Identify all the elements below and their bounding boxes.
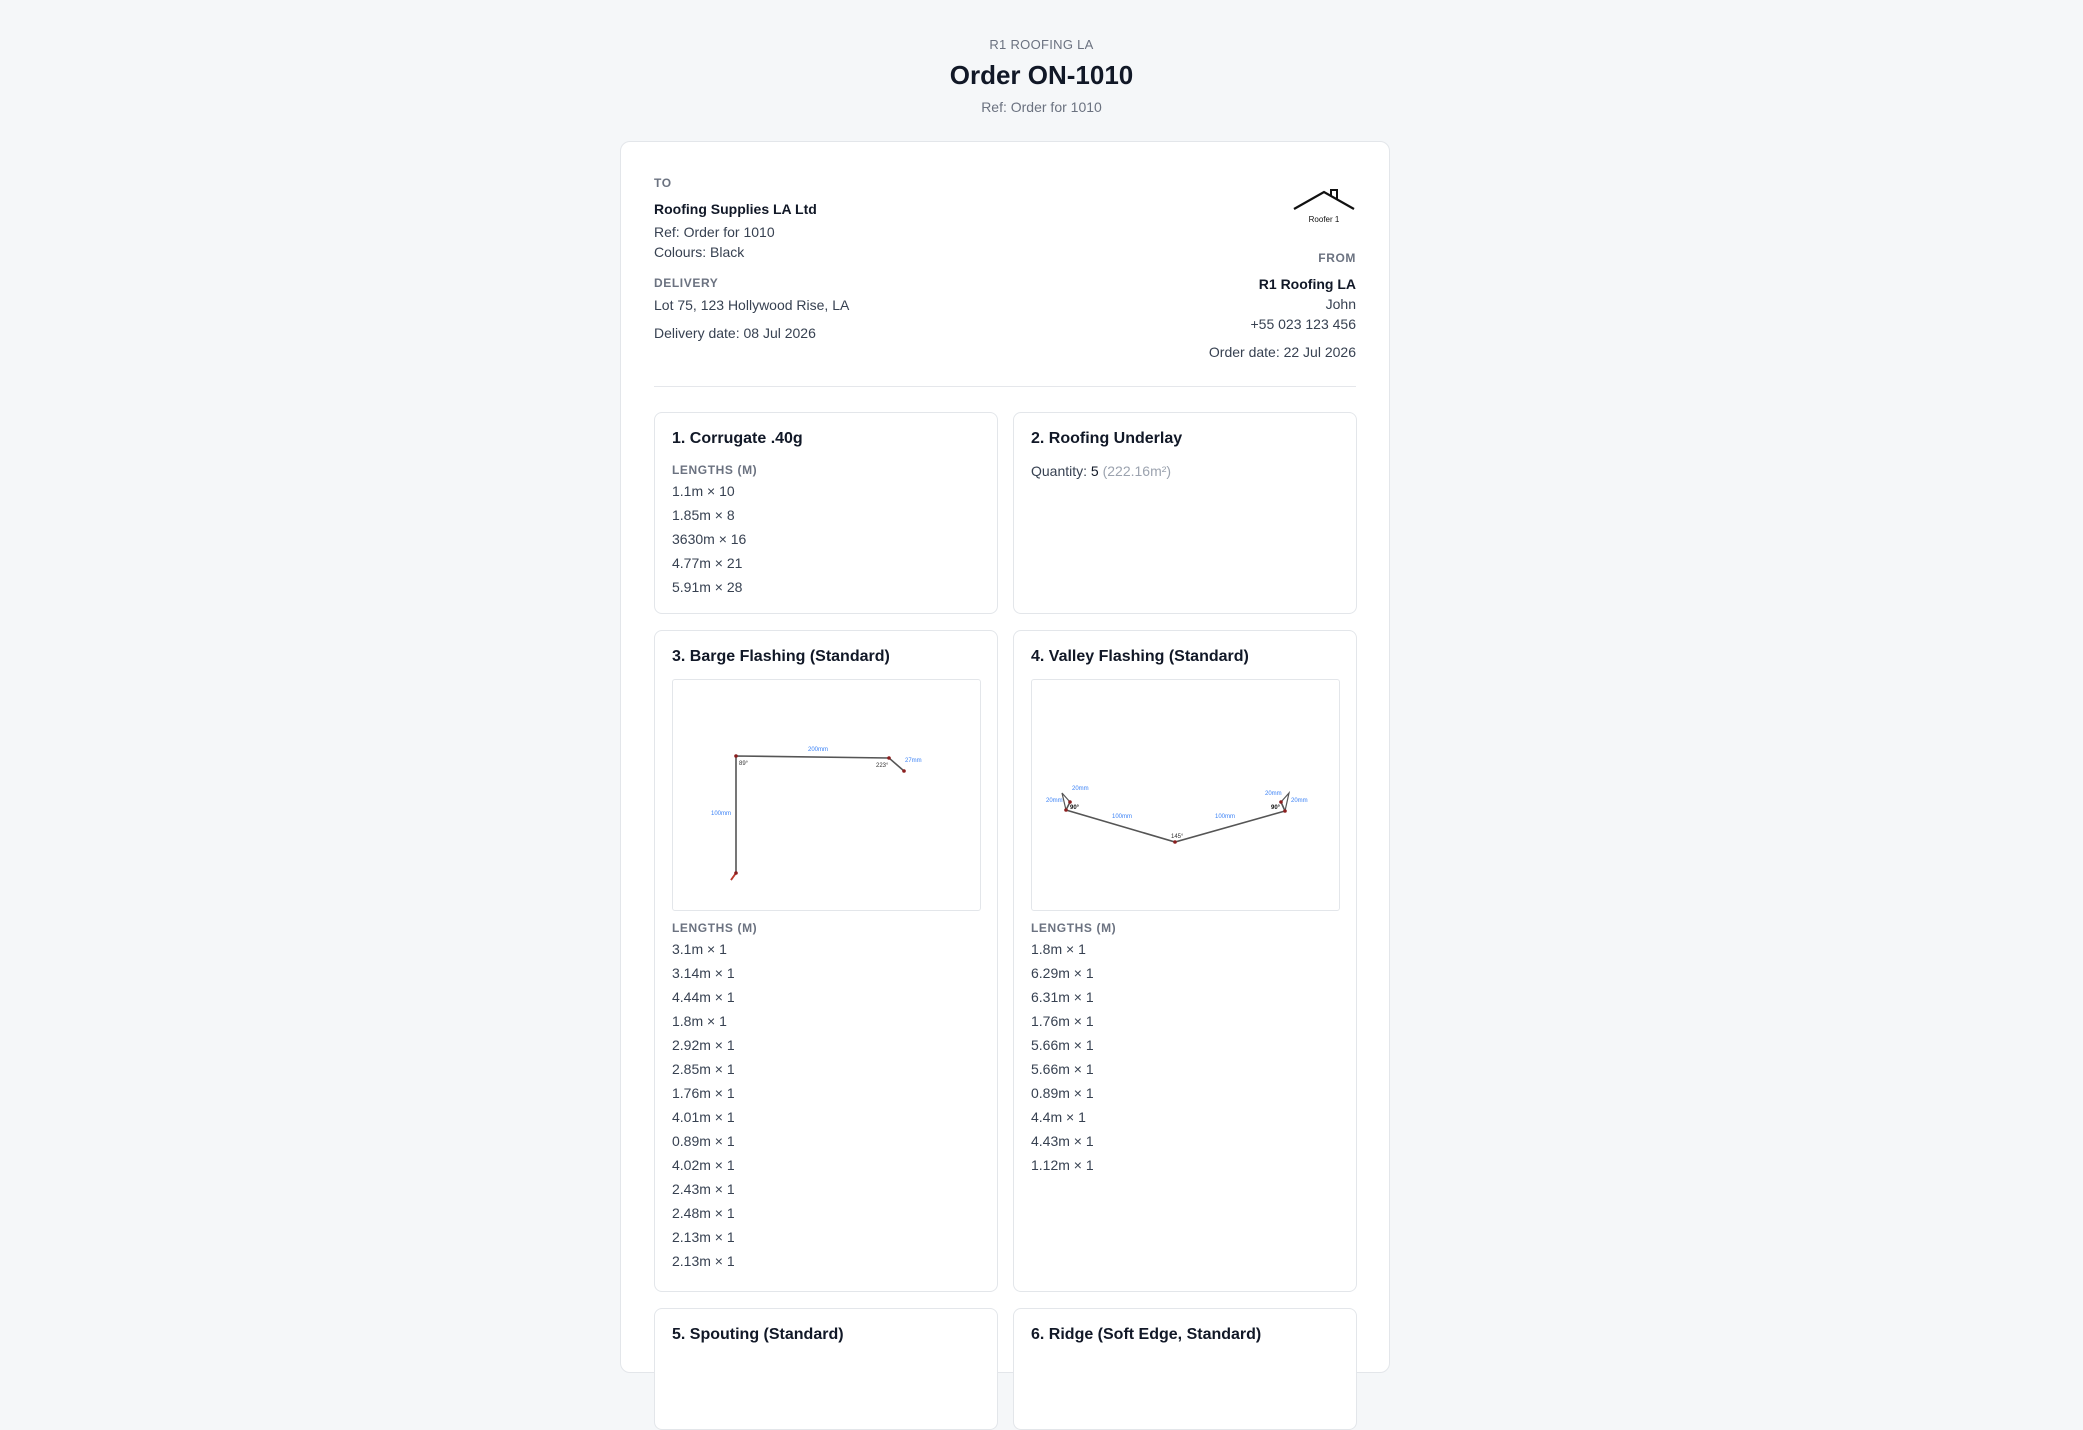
length-item: 3.1m × 1: [672, 941, 727, 957]
length-item: 2.43m × 1: [672, 1181, 735, 1197]
length-item: 5.91m × 28: [672, 579, 743, 595]
length-item: 4.02m × 1: [672, 1157, 735, 1173]
to-company: Roofing Supplies LA Ltd: [654, 201, 817, 217]
page-ref: Ref: Order for 1010: [981, 99, 1102, 115]
page-title: Order ON-1010: [949, 60, 1134, 90]
length-item: 5.66m × 1: [1031, 1061, 1094, 1077]
length-item: 4.44m × 1: [672, 989, 735, 1005]
item-card-spouting: [654, 1308, 998, 1430]
delivery-label: DELIVERY: [654, 276, 719, 290]
item-card-barge-flashing: [654, 630, 998, 1292]
quantity-area: (222.16m²): [1102, 463, 1172, 479]
svg-text:223°: 223°: [876, 763, 889, 769]
length-item: 1.76m × 1: [1031, 1013, 1094, 1029]
quantity-line: [1031, 463, 1171, 479]
roofer-logo: [1291, 187, 1357, 227]
item-title: 5. Spouting (Standard): [672, 1326, 844, 1343]
to-label: TO: [654, 176, 672, 190]
lengths-list: [1031, 937, 1094, 1177]
length-item: 1.12m × 1: [1031, 1157, 1094, 1173]
length-item: 4.43m × 1: [1031, 1133, 1094, 1149]
from-phone: +55 023 123 456: [1250, 316, 1356, 332]
svg-text:20mm: 20mm: [1291, 798, 1308, 804]
svg-text:100mm: 100mm: [1111, 814, 1133, 820]
item-title: 3. Barge Flashing (Standard): [672, 648, 890, 665]
length-item: 0.89m × 1: [1031, 1085, 1094, 1101]
order-date: Order date: 22 Jul 2026: [1208, 344, 1356, 360]
item-title: 4. Valley Flashing (Standard): [1031, 648, 1249, 665]
length-item: 6.29m × 1: [1031, 965, 1094, 981]
length-item: 2.85m × 1: [672, 1061, 735, 1077]
svg-text:200mm: 200mm: [807, 747, 829, 753]
length-item: 5.66m × 1: [1031, 1037, 1094, 1053]
svg-text:20mm: 20mm: [1072, 786, 1089, 792]
svg-text:Roofer 1: Roofer 1: [1308, 215, 1340, 224]
length-item: 2.92m × 1: [672, 1037, 735, 1053]
length-item: 4.4m × 1: [1031, 1109, 1086, 1125]
lengths-label: LENGTHS (M): [1031, 921, 1117, 935]
brand-name: R1 ROOFING LA: [989, 37, 1094, 52]
item-title: 1. Corrugate .40g: [672, 430, 803, 447]
section-divider: [654, 386, 1356, 387]
from-company: R1 Roofing LA: [1258, 276, 1356, 292]
length-item: 2.13m × 1: [672, 1253, 735, 1269]
delivery-address: Lot 75, 123 Hollywood Rise, LA: [654, 297, 850, 313]
to-ref: Ref: Order for 1010: [654, 224, 775, 240]
to-colours: Colours: Black: [654, 244, 745, 260]
length-item: 1.85m × 8: [672, 507, 735, 523]
svg-text:27mm: 27mm: [905, 758, 922, 764]
lengths-label: LENGTHS (M): [672, 463, 758, 477]
length-item: 1.8m × 1: [1031, 941, 1086, 957]
item-card-underlay: [1013, 412, 1357, 614]
item-title: 6. Ridge (Soft Edge, Standard): [1031, 1326, 1262, 1343]
lengths-list: [672, 479, 746, 599]
length-item: 6.31m × 1: [1031, 989, 1094, 1005]
item-card-valley-flashing: [1013, 630, 1357, 1292]
item-card-ridge: [1013, 1308, 1357, 1430]
item-title: 2. Roofing Underlay: [1031, 430, 1183, 447]
item-card-corrugate: [654, 412, 998, 614]
delivery-date: Delivery date: 08 Jul 2026: [654, 325, 816, 341]
svg-text:100mm: 100mm: [1214, 814, 1236, 820]
from-label: FROM: [1318, 251, 1356, 265]
lengths-label: LENGTHS (M): [672, 921, 758, 935]
length-item: 4.77m × 21: [672, 555, 743, 571]
length-item: 4.01m × 1: [672, 1109, 735, 1125]
length-item: 1.76m × 1: [672, 1085, 735, 1101]
length-item: 0.89m × 1: [672, 1133, 735, 1149]
barge-flashing-diagram: [672, 679, 981, 911]
lengths-list: [672, 937, 735, 1273]
valley-flashing-diagram: [1031, 679, 1340, 911]
svg-text:20mm: 20mm: [1046, 798, 1063, 804]
length-item: 3630m × 16: [672, 531, 747, 547]
svg-text:90°: 90°: [1070, 805, 1080, 811]
svg-text:100mm: 100mm: [710, 811, 732, 817]
length-item: 1.1m × 10: [672, 483, 735, 499]
quantity-value: 5: [1090, 463, 1099, 479]
length-item: 2.13m × 1: [672, 1229, 735, 1245]
svg-text:20mm: 20mm: [1265, 791, 1282, 797]
length-item: 2.48m × 1: [672, 1205, 735, 1221]
order-card: [620, 141, 1390, 1373]
from-contact: John: [1325, 296, 1356, 312]
svg-text:145°: 145°: [1171, 834, 1184, 840]
length-item: 1.8m × 1: [672, 1013, 727, 1029]
svg-text:90°: 90°: [1271, 805, 1281, 811]
svg-text:89°: 89°: [739, 761, 749, 767]
quantity-label: Quantity:: [1031, 463, 1088, 479]
length-item: 3.14m × 1: [672, 965, 735, 981]
